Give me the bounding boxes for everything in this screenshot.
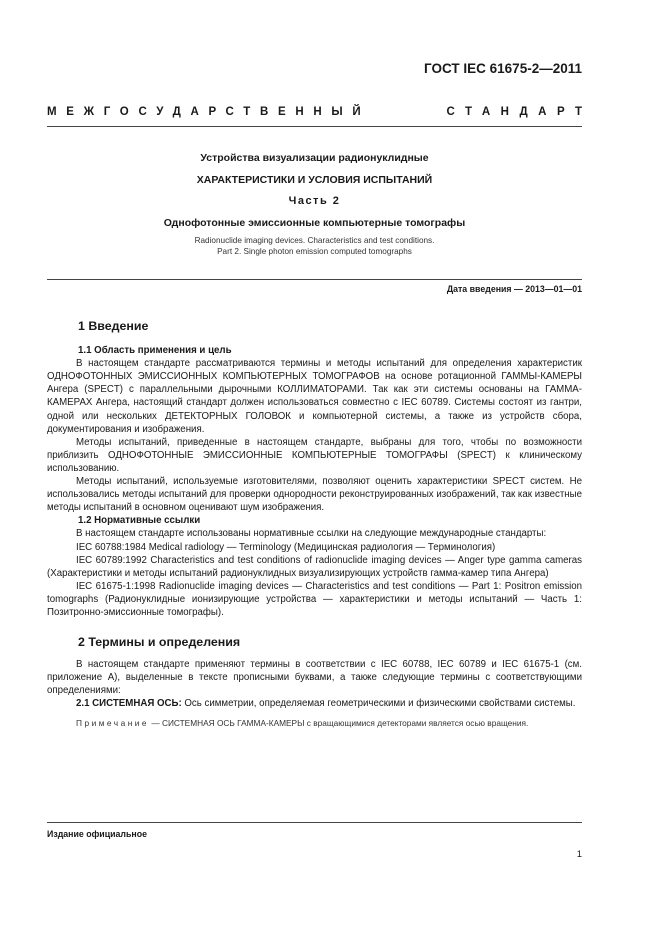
section1-1-paragraph3: Методы испытаний, используемые изготовителями, позволяют оценить характеристики SPECT систем. Не использовались методы испытаний для проверки однородности реконструированных изображений, так как известные методы испытаний в основном оценивают шум изображения. <box>47 476 582 514</box>
edition-label: Издание официальное <box>47 829 147 839</box>
effective-date: Дата введения — 2013—01—01 <box>446 284 582 294</box>
standard-number: ГОСТ IEC 61675-2—2011 <box>424 61 582 76</box>
document-body <box>47 320 582 729</box>
section1-1-heading: 1.1 Область применения и цель <box>78 345 232 357</box>
banner-word-interstate: МЕЖГОСУДАРСТВЕННЫЙ <box>47 106 371 118</box>
section1-heading: 1 Введение <box>78 319 149 333</box>
title-line1: Устройства визуализации радионуклидные <box>200 152 429 164</box>
banner-word-standard: СТАНДАРТ <box>446 106 593 118</box>
date-divider <box>47 279 582 280</box>
section2-heading: 2 Термины и определения <box>78 635 241 650</box>
english-title-line2: Part 2. Single photon emission computed tomographs <box>217 247 412 256</box>
normative-reference-2: IEC 60789:1992 Characteristics and test conditions of radionuclide imaging devices — Anger type gamma cameras (Характеристики и методы испытаний радионуклидных визуализирующих устройств гамма-камер типа Ангера) <box>47 554 582 579</box>
english-title-line1: Radionuclide imaging devices. Characteristics and test conditions. <box>194 236 435 245</box>
footer-divider <box>47 822 582 823</box>
section1-2-paragraph: В настоящем стандарте использованы нормативные ссылки на следующие международные стандарты: <box>76 528 547 540</box>
term-label: 2.1 СИСТЕМНАЯ ОСЬ: <box>76 698 182 710</box>
section1-2-heading: 1.2 Нормативные ссылки <box>78 515 201 527</box>
note-label: Примечание <box>76 717 150 728</box>
banner-divider <box>47 126 582 127</box>
title-line2: ХАРАКТЕРИСТИКИ И УСЛОВИЯ ИСПЫТАНИЙ <box>196 174 433 186</box>
normative-reference-3: IEC 61675-1:1998 Radionuclide imaging devices — Characteristics and test conditions — Part 1: Positron emission tomographs (Радионуклидные ионизирующие устройства — характеристики и методы испытаний — Часть 1: Позитронно-эмиссионные томографы). <box>47 580 582 618</box>
section1-1-paragraph1: В настоящем стандарте рассматриваются термины и методы испытаний для определения характеристик ОДНОФОТОННЫХ ЭМИССИОННЫХ КОМПЬЮТЕРНЫХ ТОМОГРАФОВ на основе ротационной ГАММЫ-КАМЕРЫ Ангера (SPECT) с параллельными дырочными КОЛЛИМАТОРАМИ. Так как эти системы основаны на ГАММА-КАМЕРАХ Ангера, настоящий стандарт должен использоваться совместно с IEC 60789. Системы состоят из гантри, одной или нескольких ДЕТЕКТОРНЫХ ГОЛОВОК и компьютерной системы, а также из устройств сбора, документирования и изображения. <box>47 358 582 435</box>
standard-banner <box>47 106 593 118</box>
term-text: Ось симметрии, определяемая геометрическими и физическими свойствами системы. <box>184 698 576 710</box>
section1-1-paragraph2: Методы испытаний, приведенные в настоящем стандарте, выбраны для того, чтобы по возможности приблизить ОДНОФОТОННЫЕ ЭМИССИОННЫЕ КОМПЬЮТЕРНЫЕ ТОМОГРАФЫ (SPECT) к клиническому использованию. <box>47 436 582 474</box>
title-subtitle: Однофотонные эмиссионные компьютерные томографы <box>163 217 466 229</box>
normative-reference-1: IEC 60788:1984 Medical radiology — Terminology (Медицинская радиология — Терминология) <box>76 541 496 553</box>
section2-paragraph: В настоящем стандарте применяют термины в соответствии с IEC 60788, IEC 60789 и IEC 61675-1 (см. приложение А), выделенные в тексте прописными буквами, а также следующие термины с соответствующими определениями: <box>47 659 582 697</box>
title-block <box>47 152 582 256</box>
title-part: Часть 2 <box>288 195 341 207</box>
page-number: 1 <box>576 849 582 860</box>
term-definition <box>47 697 582 710</box>
note <box>47 717 582 729</box>
note-text: — СИСТЕМНАЯ ОСЬ ГАММА-КАМЕРЫ с вращающимися детекторами является осью вращения. <box>151 717 529 728</box>
